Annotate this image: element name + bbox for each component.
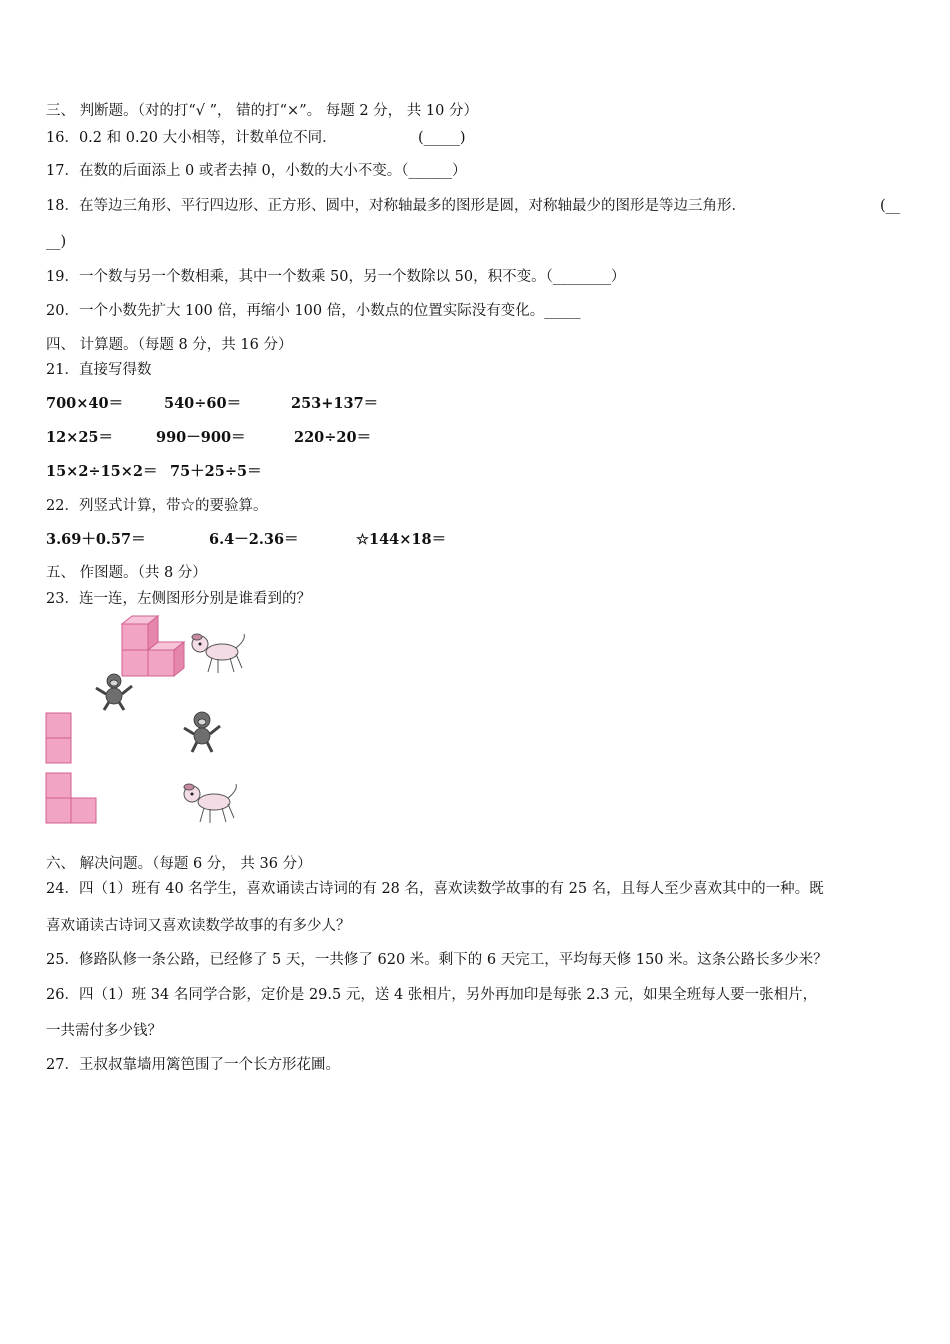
question-22: 22．列竖式计算，带☆的要验算。 — [46, 498, 268, 514]
cube-stack-figure — [118, 614, 190, 680]
calc-4-2: 6.4－2.36＝ — [209, 531, 299, 548]
section3-heading: 三、 判断题。（对的打“√ ”， 错的打“×”。 每题 2 分， 共 10 分） — [46, 103, 478, 119]
question-18: 18．在等边三角形、平行四边形、正方形、圆中，对称轴最多的图形是圆，对称轴最少的图形是等边三角形． — [46, 198, 746, 214]
question-27: 27．王叔叔靠墙用篱笆围了一个长方形花圃。 — [46, 1057, 340, 1073]
question-23: 23．连一连，左侧图形分别是谁看到的？ — [46, 591, 311, 607]
calc-3-1: 15×2÷15×2＝ — [46, 463, 158, 480]
section6-heading: 六、 解决问题。（每题 6 分， 共 36 分） — [46, 856, 312, 872]
dog-icon — [188, 630, 250, 676]
question-25: 25．修路队修一条公路，已经修了 5 天，一共修了 620 米。剩下的 6 天完工，平均每天修 150 米。这条公路长多少米？ — [46, 952, 828, 968]
calc-4-3: ☆144×18＝ — [356, 531, 447, 548]
question-18-blank-a: (__ — [880, 198, 901, 214]
question-16-blank: (_____) — [418, 130, 466, 146]
question-21: 21．直接写得数 — [46, 362, 152, 378]
calc-4-1: 3.69＋0.57＝ — [46, 531, 146, 548]
calc-1-2: 540÷60＝ — [164, 395, 242, 412]
question-24-line1: 24．四（1）班有 40 名学生，喜欢诵读古诗词的有 28 名，喜欢读数学故事的有 25 名，且每人至少喜欢其中的一种。既 — [46, 881, 824, 897]
monkey-icon — [92, 672, 138, 712]
question-24-line2: 喜欢诵读古诗词又喜欢读数学故事的有多少人？ — [46, 918, 351, 934]
section4-heading: 四、 计算题。（每题 8 分，共 16 分） — [46, 337, 293, 353]
calc-2-1: 12×25＝ — [46, 429, 114, 446]
dog-icon — [180, 780, 242, 826]
calc-2-3: 220÷20＝ — [294, 429, 372, 446]
question-17: 17．在数的后面添上 0 或者去掉 0，小数的大小不变。（______） — [46, 163, 467, 179]
calc-3-2: 75＋25÷5＝ — [170, 463, 262, 480]
monkey-icon — [180, 710, 226, 754]
question-18-blank-b: __) — [46, 234, 67, 250]
view-two-squares — [45, 712, 73, 764]
question-26-line1: 26．四（1）班 34 名同学合影，定价是 29.5 元，送 4 张相片，另外再加印是每张 2.3 元，如果全班每人要一张相片， — [46, 987, 818, 1003]
section5-heading: 五、 作图题。（共 8 分） — [46, 565, 207, 581]
question-16: 16．0.2 和 0.20 大小相等，计数单位不同． — [46, 130, 337, 146]
calc-2-2: 990－900＝ — [156, 429, 246, 446]
view-l-shape — [45, 772, 99, 824]
question-26-line2: 一共需付多少钱？ — [46, 1023, 162, 1039]
question-20: 20．一个小数先扩大 100 倍，再缩小 100 倍，小数点的位置实际没有变化。_____ — [46, 303, 581, 319]
calc-1-1: 700×40＝ — [46, 395, 124, 412]
question-19: 19．一个数与另一个数相乘，其中一个数乘 50，另一个数除以 50，积不变。（________） — [46, 269, 626, 285]
calc-1-3: 253+137＝ — [291, 395, 379, 412]
